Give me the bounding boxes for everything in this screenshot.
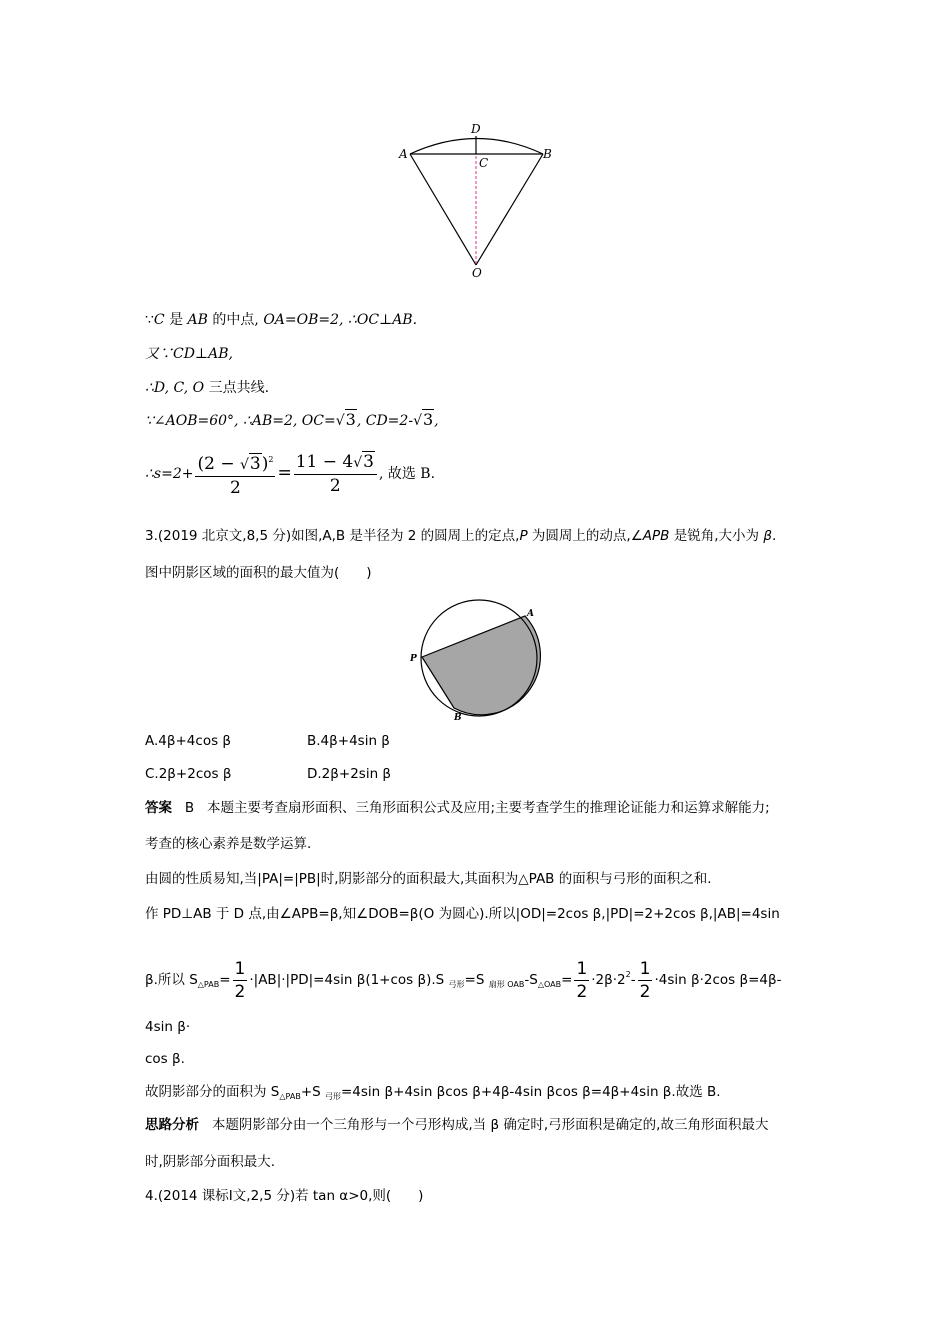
q3-stem-line1: 3.(2019 北京文,8,5 分)如图,A,B 是半径为 2 的圆周上的定点,P 为圆周上的动点,∠APB 是锐角,大小为 β. [145, 528, 777, 544]
answer-p2: 作 PD⊥AB 于 D 点,由∠APB=β,知∠DOB=β(O 为圆心).所以|OD|=2cos β,|PD|=2+2cos β,|AB|=4sin [145, 906, 780, 922]
answer-letter: B [184, 800, 195, 816]
sqrt-symbol: √3 [413, 410, 434, 429]
q4-stem: 4.(2014 课标Ⅰ文,2,5 分)若 tan α>0,则( ) [145, 1188, 424, 1204]
option-D[interactable]: D.2β+2sin β [307, 766, 392, 782]
analysis-line1: 思路分析 本题阴影部分由一个三角形与一个弓形构成,当 β 确定时,弓形面积是确定的,故三角形面积最大 [145, 1117, 769, 1133]
label-A: A [399, 147, 408, 161]
label-A: A [527, 609, 534, 619]
label-B: B [454, 713, 462, 723]
option-C[interactable]: C.2β+2cos β [145, 766, 232, 782]
fraction: $\frac{1}{2}$ [576, 958, 588, 1002]
radius-OB [476, 154, 543, 265]
sqrt-symbol: √3 [335, 410, 356, 429]
sol2-line5: ∴s=2+ $\frac{(2 - √3)^2}{2}$ = $\frac{11 - 4√3}{2}$ , 故选 B. [145, 448, 435, 499]
sector-figure [395, 118, 560, 283]
answer-p3: β.所以 $S_{\triangle PAB}=$ $\frac{1}{2}$ ·|AB|·|PD|=4sin β(1+cos β).S $_{弓形}$=S $_{扇形 OAB}-S_{\triangle OAB}=$ $\frac{1}{2}$ $\cdot 2\beta\cdot 2^2-$ $\frac{1}{2}$ ·4sin β·2cos β=4β- [145, 958, 782, 1002]
label-C: C [479, 156, 489, 170]
circle-figure [405, 594, 545, 724]
answer-line1: 答案 B 本题主要考查扇形面积、三角形面积公式及应用;主要考查学生的推理论证能力和运算求解能力; [145, 800, 770, 816]
radius-OA [410, 154, 476, 265]
answer-line2: 考查的核心素养是数学运算. [145, 836, 312, 852]
answer-p4: 4sin β· [145, 1019, 191, 1035]
fraction: $\frac{1}{2}$ [639, 958, 651, 1002]
label-O: O [472, 266, 482, 280]
option-A[interactable]: A.4β+4cos β [145, 733, 232, 749]
label-B: B [543, 147, 552, 161]
fraction: $\frac{11 - 4√3}{2}$ [294, 451, 377, 497]
answer-p5: cos β. [145, 1051, 185, 1067]
label-P: P [410, 654, 417, 664]
answer-label: 答案 [145, 800, 172, 816]
fraction: $\frac{1}{2}$ [234, 958, 246, 1002]
analysis-line2: 时,阴影部分面积最大. [145, 1154, 276, 1170]
answer-p1: 由圆的性质易知,当|PA|=|PB|时,阴影部分的面积最大,其面积为△PAB 的面积与弓形的面积之和. [145, 871, 712, 887]
analysis-label: 思路分析 [145, 1117, 199, 1133]
option-B[interactable]: B.4β+4sin β [307, 733, 390, 749]
sol2-line2: 又∵CD⊥AB, [145, 346, 233, 362]
fraction: $\frac{(2 - √3)^2}{2}$ [195, 449, 275, 499]
sol2-line1: ∵C 是 AB 的中点, OA=OB=2, ∴OC⊥AB. [145, 312, 418, 328]
sol2-line3: ∴D, C, O 三点共线. [145, 380, 270, 396]
answer-p6: 故阴影部分的面积为 $S_{\triangle PAB}+S$ $_{弓形}$=4sin β+4sin βcos β+4β-4sin βcos β=4β+4sin β.故选 B. [145, 1084, 721, 1101]
q3-stem-line2: 图中阴影区域的面积的最大值为( ) [145, 565, 372, 581]
label-D: D [471, 122, 481, 136]
sol2-line4: ∵∠AOB=60°, ∴AB=2, OC=√3, CD=2-√3, [145, 410, 439, 429]
